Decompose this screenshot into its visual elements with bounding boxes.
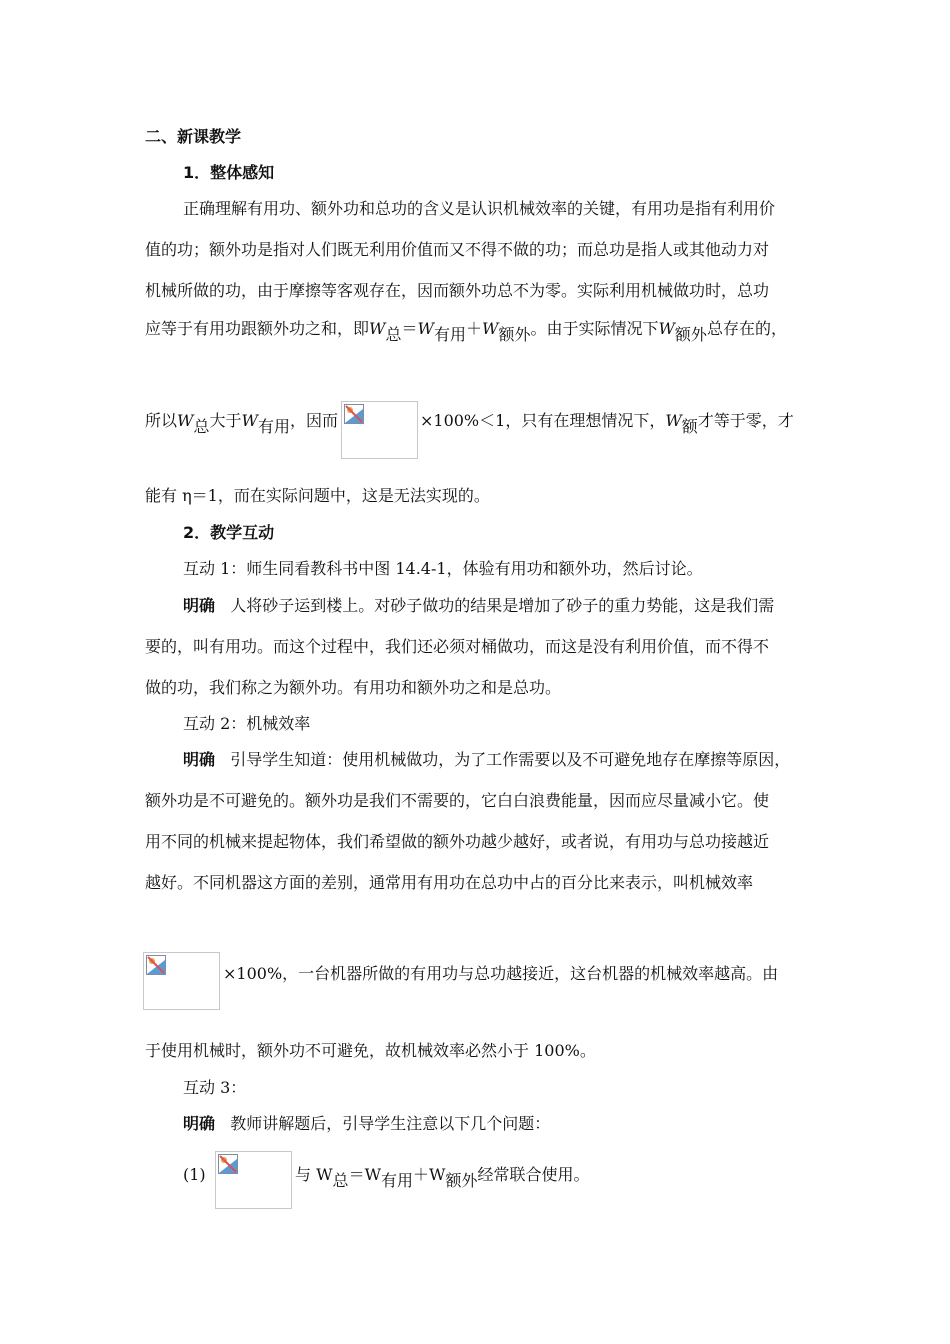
paragraph-line-formula: 所以W总大于W有用，因而 ×100%＜1，只有在理想情况下，W额才等于零，才 [145, 411, 794, 436]
paragraph-line: 做的功，我们称之为额外功。有用功和额外功之和是总功。 [145, 678, 562, 697]
section-title: 二、新课教学 [145, 127, 242, 146]
interaction-1: 互动 1：师生同看教科书中图 14.4-1，体验有用功和额外功，然后讨论。 [183, 559, 703, 578]
paragraph-line: 正确理解有用功、额外功和总功的含义是认识机械效率的关键，有用功是指有利用价 [183, 199, 776, 218]
paragraph-line: 要的，叫有用功。而这个过程中，我们还必须对桶做功，而这是没有利用价值，而不得不 [145, 637, 770, 656]
question-text: 与 W总＝W有用＋W额外经常联合使用。 [295, 1165, 590, 1190]
paragraph-line-formula: 应等于有用功跟额外功之和，即W总＝W有用＋W额外。由于实际情况下W额外总存在的， [145, 319, 787, 344]
question-number: (1) [183, 1165, 206, 1184]
clarify-label: 明确 [183, 750, 216, 769]
formula-image [215, 1151, 292, 1209]
broken-image-icon [344, 404, 364, 424]
paragraph-line: 越好。不同机器这方面的差别，通常用有用功在总功中占的百分比来表示，叫机械效率 [145, 873, 754, 892]
clarify-line: 明确 引导学生知道：使用机械做功，为了工作需要以及不可避免地存在摩擦等原因， [183, 750, 791, 769]
paragraph-line: 机械所做的功，由于摩擦等客观存在，因而额外功总不为零。实际利用机械做功时，总功 [145, 281, 770, 300]
paragraph-line: 于使用机械时，额外功不可避免，故机械效率必然小于 100%。 [145, 1041, 596, 1060]
clarify-line: 明确 教师讲解题后，引导学生注意以下几个问题： [183, 1114, 551, 1133]
paragraph-line: 额外功是不可避免的。额外功是我们不需要的，它白白浪费能量，因而应尽量减小它。使 [145, 791, 770, 810]
formula-image [143, 952, 220, 1010]
clarify-label: 明确 [183, 596, 216, 615]
interaction-3: 互动 3： [183, 1078, 247, 1097]
subsection-title-2: 2．教学互动 [183, 523, 275, 542]
paragraph-line: ×100%，一台机器所做的有用功与总功越接近，这台机器的机械效率越高。由 [223, 964, 779, 983]
clarify-label: 明确 [183, 1114, 216, 1133]
paragraph-line: 用不同的机械来提起物体，我们希望做的额外功越少越好，或者说，有用功与总功接越近 [145, 832, 770, 851]
formula-image [341, 401, 418, 459]
broken-image-icon [146, 955, 166, 975]
paragraph-line: 值的功；额外功是指对人们既无利用价值而又不得不做的功；而总功是指人或其他动力对 [145, 240, 770, 259]
broken-image-icon [218, 1154, 238, 1174]
paragraph-line: 能有 η＝1，而在实际问题中，这是无法实现的。 [145, 486, 490, 505]
subsection-title-1: 1．整体感知 [183, 163, 275, 182]
clarify-line: 明确 人将砂子运到楼上。对砂子做功的结果是增加了砂子的重力势能，这是我们需 [183, 596, 775, 615]
interaction-2: 互动 2：机械效率 [183, 714, 311, 733]
